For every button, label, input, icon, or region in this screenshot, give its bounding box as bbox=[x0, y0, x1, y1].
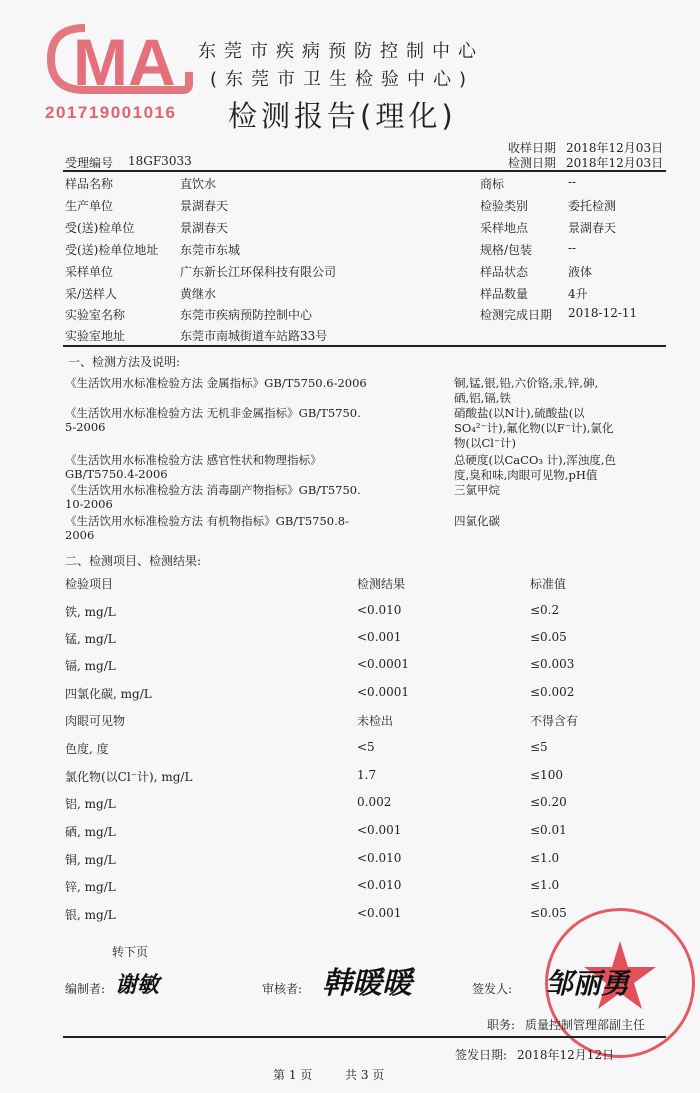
method-name: 《生活饮用水标准检验方法 有机物指标》GB/T5750.8- bbox=[65, 514, 349, 528]
column-header-result: 检测结果 bbox=[357, 577, 406, 591]
method-items: 三氯甲烷 bbox=[454, 483, 500, 497]
method-name: 2006 bbox=[65, 528, 95, 542]
cell-result: <0.010 bbox=[357, 603, 402, 617]
cell-result: 1.7 bbox=[357, 768, 377, 782]
cell-result: 未检出 bbox=[357, 714, 394, 728]
org-alt-name: (东莞市卫生检验中心) bbox=[210, 69, 475, 90]
org-name: 东莞市疾病预防控制中心 bbox=[198, 41, 484, 62]
cell-standard: ≤100 bbox=[530, 768, 563, 782]
cell-standard: ≤0.003 bbox=[530, 657, 575, 671]
method-items: 硒,铝,镉,铁 bbox=[454, 391, 511, 405]
cell-standard: ≤1.0 bbox=[530, 851, 560, 865]
issue-date: 2018年12月12日 bbox=[517, 1048, 615, 1062]
cell-result: 0.002 bbox=[357, 795, 392, 809]
info-value: 黄继水 bbox=[180, 287, 217, 301]
method-items: 铜,锰,银,铅,六价铬,汞,锌,砷, bbox=[454, 376, 599, 390]
method-name: 《生活饮用水标准检验方法 感官性状和物理指标》 bbox=[65, 453, 322, 467]
cell-standard: ≤1.0 bbox=[530, 878, 560, 892]
method-items: 度,臭和味,肉眼可见物,pH值 bbox=[454, 468, 598, 482]
cell-standard: ≤0.01 bbox=[530, 823, 567, 837]
issuer-label: 签发人: bbox=[472, 982, 513, 996]
compiler-signature: 谢敏 bbox=[115, 972, 160, 998]
header-divider bbox=[63, 170, 666, 172]
cell-standard: ≤0.002 bbox=[530, 685, 575, 699]
cma-logo-icon bbox=[45, 22, 195, 96]
cell-item: 锌, mg/L bbox=[65, 880, 116, 894]
info-value: 景湖春天 bbox=[180, 221, 229, 235]
info-value: 直饮水 bbox=[180, 177, 217, 191]
method-name: GB/T5750.4-2006 bbox=[65, 467, 168, 481]
method-items: 四氯化碳 bbox=[454, 514, 500, 528]
info-label: 生产单位 bbox=[65, 199, 114, 213]
method-name: 《生活饮用水标准检验方法 无机非金属指标》GB/T5750. bbox=[65, 406, 361, 420]
info-value: 东莞市东城 bbox=[180, 243, 241, 257]
cell-item: 肉眼可见物 bbox=[65, 714, 126, 728]
cell-result: <5 bbox=[357, 740, 375, 754]
cell-standard: ≤0.05 bbox=[530, 630, 567, 644]
cell-result: <0.010 bbox=[357, 851, 402, 865]
cell-result: <0.0001 bbox=[357, 685, 410, 699]
method-items: 物(以Cl⁻计) bbox=[454, 436, 517, 450]
issuer-signature: 邹丽勇 bbox=[545, 967, 630, 1000]
position-label: 职务: bbox=[487, 1018, 516, 1032]
cell-result: <0.001 bbox=[357, 906, 402, 920]
info-value: 委托检测 bbox=[568, 199, 617, 213]
info-label: 样品数量 bbox=[480, 287, 529, 301]
cell-item: 铝, mg/L bbox=[65, 797, 116, 811]
page-total: 共 3 页 bbox=[345, 1068, 385, 1082]
method-items: 总硬度(以CaCO₃ 计),浑浊度,色 bbox=[454, 453, 616, 467]
reviewer-signature: 韩暖暖 bbox=[322, 966, 412, 1001]
info-label: 样品状态 bbox=[480, 265, 529, 279]
issue-date-label: 签发日期: bbox=[455, 1048, 508, 1062]
reviewer-label: 审核者: bbox=[262, 982, 303, 996]
info-label: 检验类别 bbox=[480, 199, 529, 213]
results-heading: 二、检测项目、检测结果: bbox=[65, 554, 202, 568]
report-title: 检测报告(理化) bbox=[228, 99, 457, 133]
cell-item: 镉, mg/L bbox=[65, 659, 116, 673]
info-value: 广东新长江环保科技有限公司 bbox=[180, 265, 337, 279]
test-date: 2018年12月03日 bbox=[566, 156, 664, 170]
footer-divider bbox=[63, 1036, 666, 1038]
compiler-label: 编制者: bbox=[65, 982, 106, 996]
cell-result: <0.0001 bbox=[357, 657, 410, 671]
cma-number: 201719001016 bbox=[45, 103, 177, 122]
accept-no: 18GF3033 bbox=[128, 154, 192, 168]
info-value: 东莞市疾病预防控制中心 bbox=[180, 308, 313, 322]
cell-result: <0.001 bbox=[357, 630, 402, 644]
info-label: 实验室名称 bbox=[65, 308, 126, 322]
methods-heading: 一、检测方法及说明: bbox=[68, 355, 181, 369]
position-value: 质量控制管理部副主任 bbox=[525, 1018, 646, 1032]
page-current: 第 1 页 bbox=[273, 1068, 313, 1082]
method-items: SO₄²⁻计),氟化物(以F⁻计),氯化 bbox=[454, 421, 614, 435]
column-header-standard: 标准值 bbox=[530, 577, 567, 591]
cell-result: <0.001 bbox=[357, 823, 402, 837]
cell-standard: ≤0.2 bbox=[530, 603, 560, 617]
info-value: -- bbox=[568, 241, 577, 255]
cell-item: 锰, mg/L bbox=[65, 632, 116, 646]
info-value: 液体 bbox=[568, 265, 593, 279]
cell-item: 银, mg/L bbox=[65, 908, 116, 922]
info-label: 受(送)检单位地址 bbox=[65, 243, 159, 257]
info-label: 实验室地址 bbox=[65, 329, 126, 343]
info-label: 采/送样人 bbox=[65, 287, 118, 301]
info-value: 景湖春天 bbox=[180, 199, 229, 213]
cell-item: 铜, mg/L bbox=[65, 853, 116, 867]
receive-date-label: 收样日期 bbox=[508, 141, 557, 155]
test-date-label: 检测日期 bbox=[508, 156, 557, 170]
info-label: 商标 bbox=[480, 177, 505, 191]
info-label: 受(送)检单位 bbox=[65, 221, 135, 235]
method-name: 10-2006 bbox=[65, 497, 113, 511]
info-label: 规格/包装 bbox=[480, 243, 533, 257]
method-items: 硝酸盐(以N计),硫酸盐(以 bbox=[454, 406, 585, 420]
continue-note: 转下页 bbox=[112, 945, 149, 959]
cell-standard: 不得含有 bbox=[530, 714, 579, 728]
method-name: 《生活饮用水标准检验方法 金属指标》GB/T5750.6-2006 bbox=[65, 376, 367, 390]
column-header-item: 检验项目 bbox=[65, 577, 114, 591]
cell-item: 色度, 度 bbox=[65, 742, 109, 756]
info-value: 东莞市南城街道车站路33号 bbox=[180, 329, 328, 343]
method-name: 5-2006 bbox=[65, 420, 106, 434]
cell-standard: ≤5 bbox=[530, 740, 548, 754]
info-label: 检测完成日期 bbox=[480, 308, 553, 322]
cell-standard: ≤0.20 bbox=[530, 795, 567, 809]
info-value: 2018-12-11 bbox=[568, 306, 638, 320]
info-divider bbox=[63, 345, 666, 347]
info-label: 样品名称 bbox=[65, 177, 114, 191]
cell-result: <0.010 bbox=[357, 878, 402, 892]
info-label: 采样单位 bbox=[65, 265, 114, 279]
info-value: 4升 bbox=[568, 287, 588, 301]
info-value: 景湖春天 bbox=[568, 221, 617, 235]
info-value: -- bbox=[568, 175, 577, 189]
cell-standard: ≤0.05 bbox=[530, 906, 567, 920]
cell-item: 氯化物(以Cl⁻计), mg/L bbox=[65, 770, 193, 784]
accept-no-label: 受理编号 bbox=[65, 156, 114, 170]
cell-item: 铁, mg/L bbox=[65, 605, 116, 619]
receive-date: 2018年12月03日 bbox=[566, 141, 664, 155]
info-label: 采样地点 bbox=[480, 221, 529, 235]
method-name: 《生活饮用水标准检验方法 消毒副产物指标》GB/T5750. bbox=[65, 483, 361, 497]
cell-item: 硒, mg/L bbox=[65, 825, 116, 839]
svg-text:MA: MA bbox=[73, 25, 176, 96]
cell-item: 四氯化碳, mg/L bbox=[65, 687, 152, 701]
